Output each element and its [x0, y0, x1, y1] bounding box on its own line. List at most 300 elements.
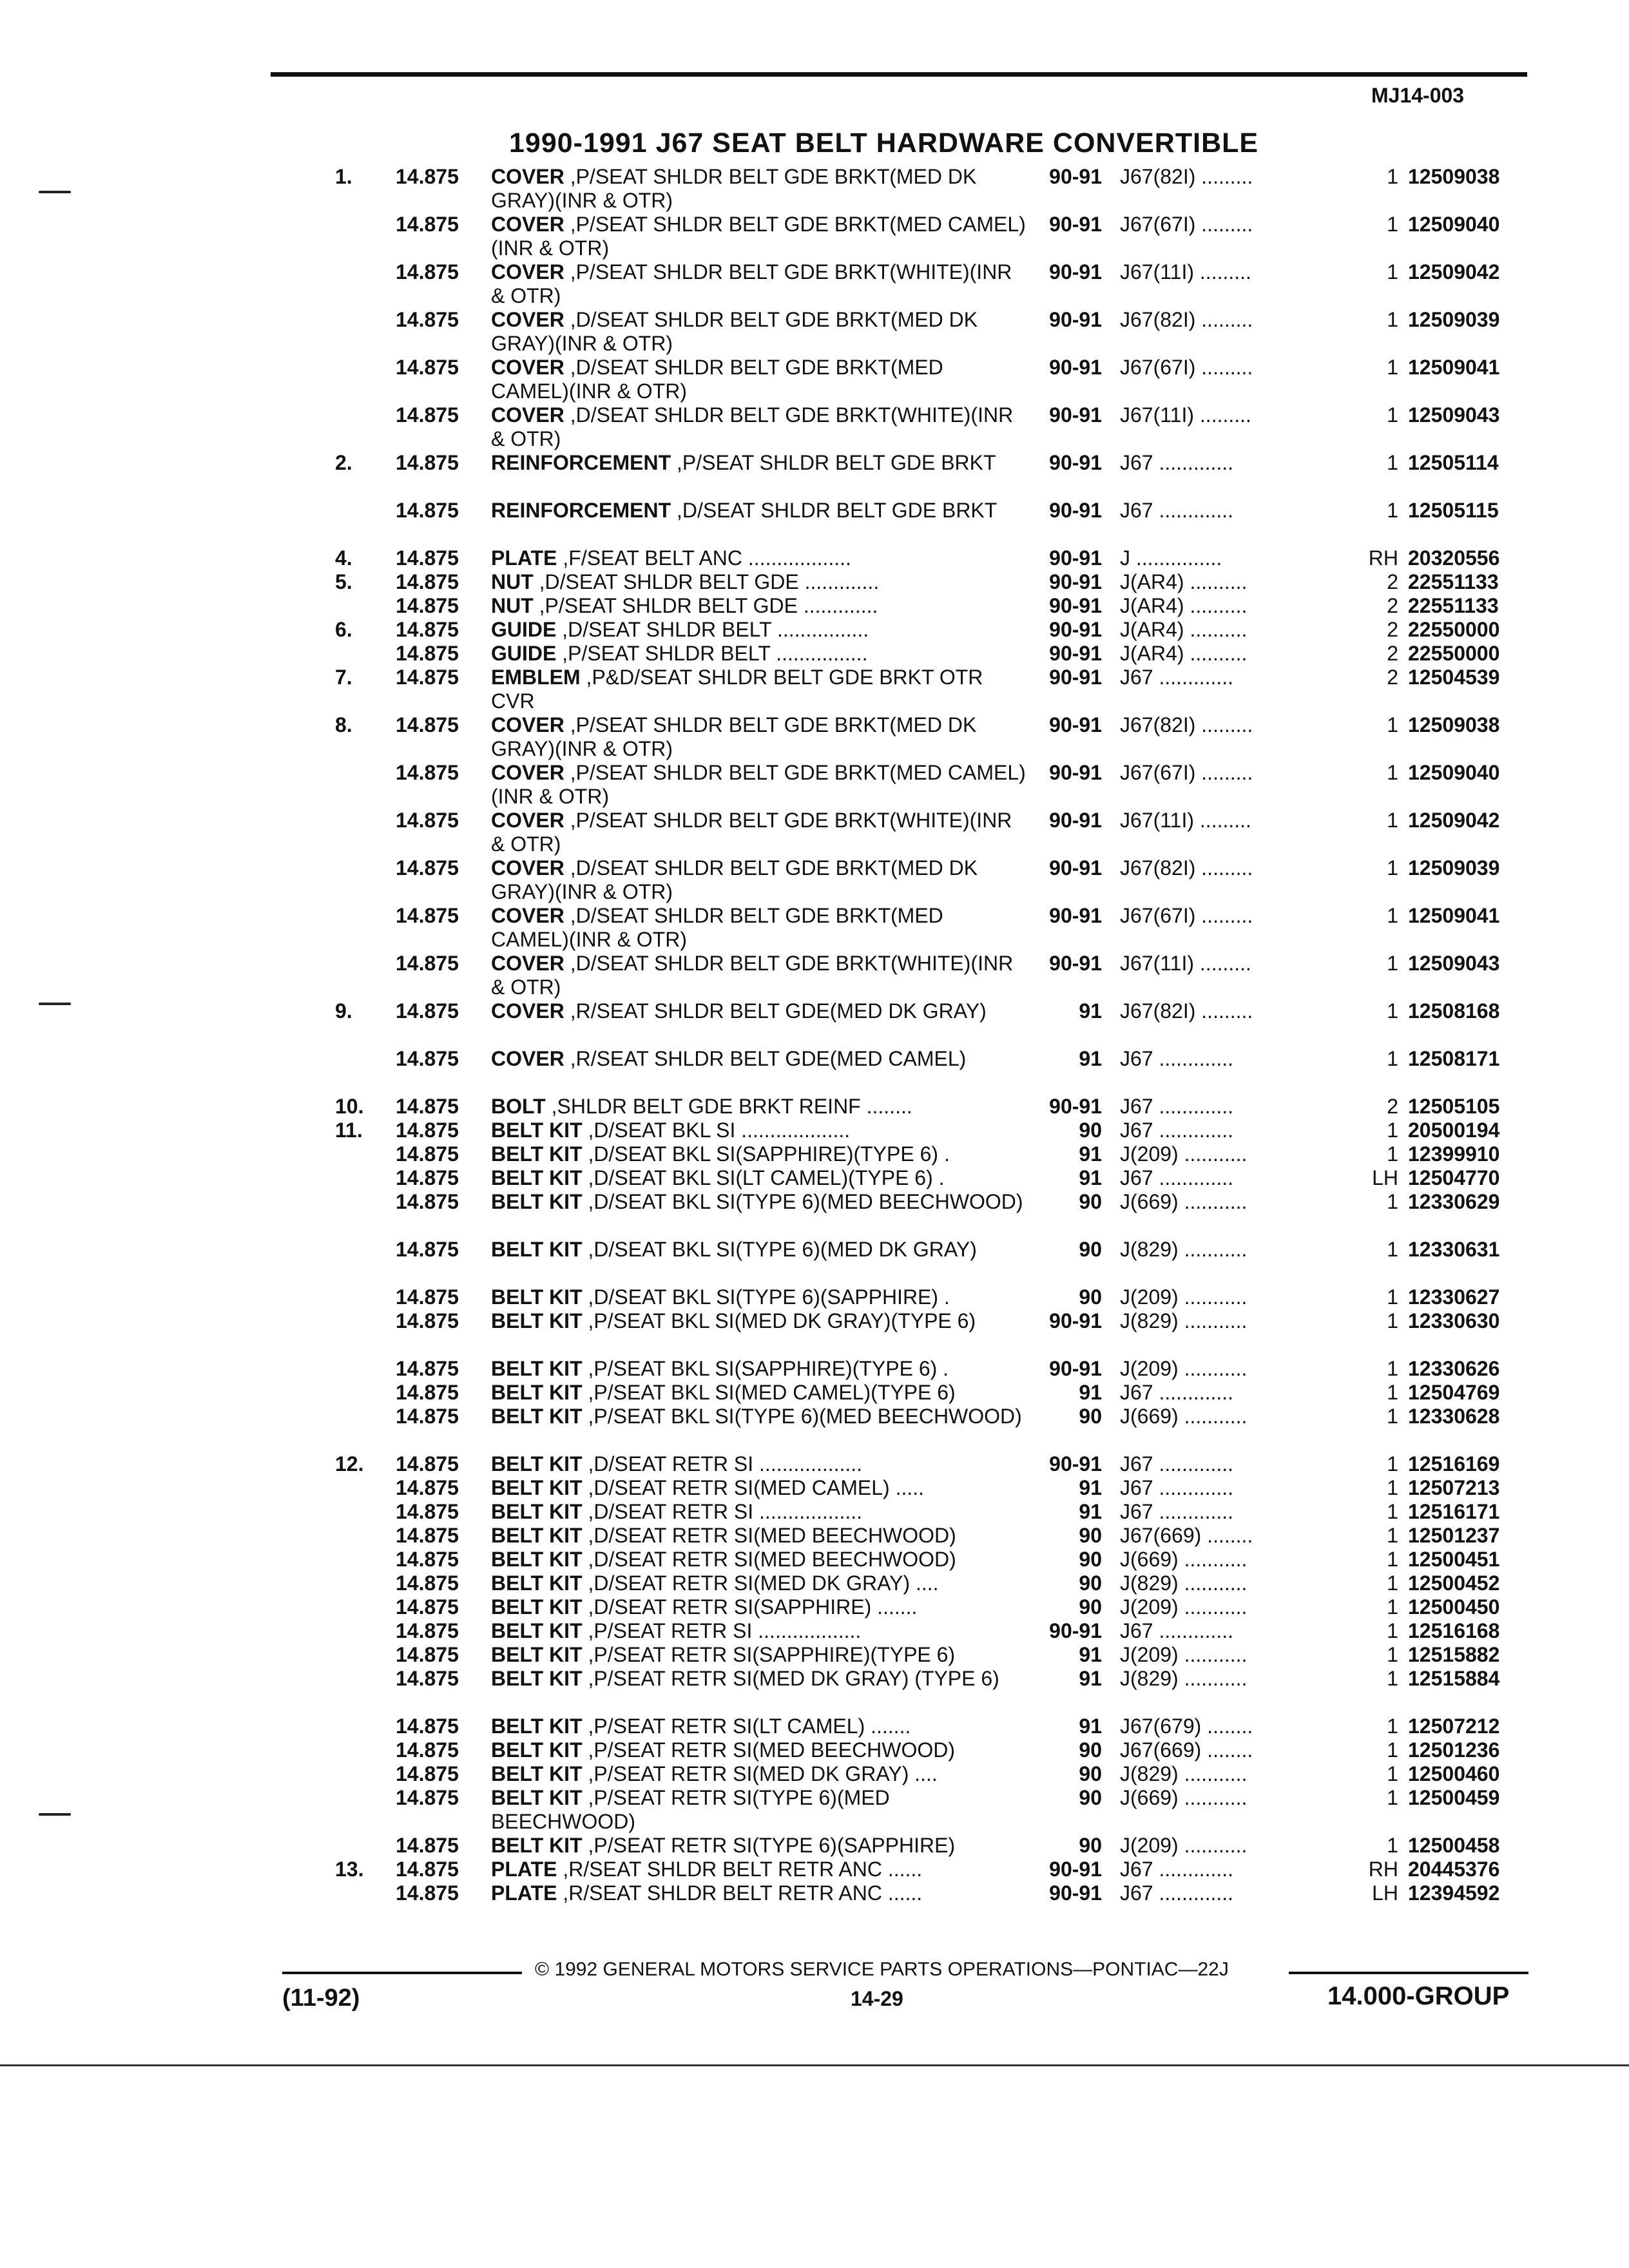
- group-number: 14.875: [396, 1643, 459, 1666]
- description: [491, 1595, 1026, 1619]
- part-description: ,P/SEAT SHLDR BELT ................: [562, 642, 868, 665]
- description: [491, 1500, 1026, 1524]
- quantity: 2: [1387, 1095, 1398, 1118]
- part-name: BOLT: [491, 1095, 546, 1118]
- description: [491, 1834, 1026, 1858]
- description: [491, 499, 1026, 523]
- part-name: COVER: [491, 809, 564, 832]
- part-name: PLATE: [491, 546, 557, 570]
- model-code: J(669) ...........: [1120, 1405, 1248, 1428]
- quantity: 1: [1387, 1762, 1398, 1785]
- model-code: J67 .............: [1120, 1500, 1234, 1523]
- part-name: BELT KIT: [491, 1762, 583, 1785]
- description: [491, 1476, 1026, 1500]
- part-description: ,R/SEAT SHLDR BELT RETR ANC ......: [563, 1881, 923, 1905]
- model-code: J67(67I) .........: [1120, 904, 1253, 927]
- model-years: 90-91: [1049, 570, 1102, 593]
- description: [491, 904, 1026, 952]
- group-number: 14.875: [396, 1595, 459, 1619]
- group-number: 14.875: [396, 1858, 459, 1881]
- part-description: ,D/SEAT SHLDR BELT GDE BRKT(MED DK GRAY)(INR & OTR): [491, 308, 978, 355]
- part-name: BELT KIT: [491, 1571, 583, 1595]
- model-code: J67(67I) .........: [1120, 356, 1253, 379]
- group-number: 14.875: [396, 1119, 459, 1142]
- model-code: J67(82I) .........: [1120, 165, 1253, 188]
- model-code: J67 .............: [1120, 1619, 1234, 1642]
- description: [491, 1715, 1026, 1738]
- description: [491, 1452, 1026, 1476]
- part-description: ,P/SEAT RETR SI(MED DK GRAY) ....: [588, 1762, 938, 1785]
- model-code: J(209) ...........: [1120, 1595, 1248, 1619]
- part-number: 12509039: [1408, 308, 1500, 331]
- model-code: J67(67I) .........: [1120, 213, 1253, 236]
- part-name: COVER: [491, 761, 564, 784]
- model-years: 90-91: [1049, 308, 1102, 331]
- group-number: 14.875: [396, 1166, 459, 1189]
- quantity: 1: [1387, 952, 1398, 975]
- description: [491, 1190, 1026, 1214]
- model-years: 91: [1079, 1667, 1102, 1690]
- part-name: EMBLEM: [491, 666, 581, 689]
- model-years: 90-91: [1049, 213, 1102, 236]
- model-code: J67 .............: [1120, 451, 1234, 474]
- part-number: 12509039: [1408, 856, 1500, 879]
- part-name: COVER: [491, 999, 564, 1023]
- ref-number: 10.: [335, 1095, 364, 1118]
- part-description: ,D/SEAT RETR SI ..................: [588, 1452, 863, 1475]
- part-number: 12330628: [1408, 1405, 1500, 1428]
- part-description: ,P/SEAT BKL SI(MED CAMEL)(TYPE 6): [588, 1381, 956, 1404]
- description: [491, 1619, 1026, 1643]
- model-years: 90-91: [1049, 1881, 1102, 1905]
- ref-number: 12.: [335, 1452, 364, 1475]
- description: [491, 403, 1026, 451]
- part-name: COVER: [491, 952, 564, 975]
- part-description: ,P/SEAT RETR SI(LT CAMEL) .......: [588, 1715, 911, 1738]
- quantity: 1: [1387, 1738, 1398, 1762]
- quantity: 1: [1387, 1834, 1398, 1857]
- part-name: BELT KIT: [491, 1452, 583, 1475]
- ref-number: 11.: [335, 1119, 363, 1142]
- punch-mark: [39, 1003, 71, 1005]
- model-code: J(669) ...........: [1120, 1548, 1248, 1571]
- model-code: J67(82I) .........: [1120, 999, 1253, 1023]
- model-years: 90: [1079, 1762, 1102, 1785]
- description: [491, 594, 1026, 618]
- part-number: 12500460: [1408, 1762, 1500, 1785]
- part-description: ,D/SEAT BKL SI(SAPPHIRE)(TYPE 6) .: [588, 1142, 950, 1166]
- quantity: 1: [1387, 1524, 1398, 1547]
- part-number: 12505115: [1408, 499, 1499, 522]
- quantity: 2: [1387, 642, 1398, 665]
- model-years: 90-91: [1049, 618, 1102, 641]
- group-number: 14.875: [396, 952, 459, 975]
- quantity: 1: [1387, 308, 1398, 331]
- model-code: J(AR4) ..........: [1120, 594, 1248, 617]
- part-name: BELT KIT: [491, 1738, 583, 1762]
- quantity: RH: [1368, 546, 1398, 570]
- part-name: BELT KIT: [491, 1595, 583, 1619]
- description: [491, 546, 1026, 570]
- model-code: J67(669) ........: [1120, 1524, 1253, 1547]
- description: [491, 1238, 1026, 1262]
- description: [491, 1786, 1026, 1834]
- model-years: 90: [1079, 1834, 1102, 1857]
- part-description: ,P/SEAT BKL SI(TYPE 6)(MED BEECHWOOD): [588, 1405, 1022, 1428]
- part-number: 12500458: [1408, 1834, 1500, 1857]
- group-number: 14.875: [396, 1619, 459, 1642]
- part-name: BELT KIT: [491, 1715, 583, 1738]
- group-number: 14.875: [396, 1309, 459, 1332]
- model-code: J67 .............: [1120, 499, 1234, 522]
- ref-number: 5.: [335, 570, 352, 593]
- description: [491, 1381, 1026, 1405]
- description: [491, 356, 1026, 403]
- part-description: ,R/SEAT SHLDR BELT RETR ANC ......: [563, 1858, 923, 1881]
- group-number: 14.875: [396, 1190, 459, 1213]
- model-years: 90: [1079, 1238, 1102, 1261]
- part-number: 12330631: [1408, 1238, 1500, 1261]
- group-number: 14.875: [396, 356, 459, 379]
- part-name: BELT KIT: [491, 1524, 583, 1547]
- model-code: J(669) ...........: [1120, 1190, 1248, 1213]
- part-name: GUIDE: [491, 618, 557, 641]
- model-years: 90: [1079, 1119, 1102, 1142]
- group-number: 14.875: [396, 1548, 459, 1571]
- punch-mark: [39, 191, 71, 193]
- part-number: 12509043: [1408, 403, 1500, 427]
- part-description: ,P&D/SEAT SHLDR BELT GDE BRKT OTR CVR: [491, 666, 983, 713]
- model-years: 90-91: [1049, 260, 1102, 284]
- part-name: BELT KIT: [491, 1381, 583, 1404]
- group-number: 14.875: [396, 213, 459, 236]
- quantity: 1: [1387, 356, 1398, 379]
- part-description: ,D/SEAT BKL SI(TYPE 6)(SAPPHIRE) .: [588, 1285, 950, 1309]
- part-number: 12500452: [1408, 1571, 1500, 1595]
- footer-group: 14.000-GROUP: [1327, 1982, 1510, 2010]
- part-name: PLATE: [491, 1881, 557, 1905]
- quantity: 1: [1387, 1476, 1398, 1499]
- part-number: 22550000: [1408, 618, 1500, 641]
- model-years: 90-91: [1049, 403, 1102, 427]
- model-years: 90: [1079, 1405, 1102, 1428]
- model-code: J(829) ...........: [1120, 1309, 1248, 1332]
- description: [491, 666, 1026, 713]
- description: [491, 1142, 1026, 1166]
- part-description: ,R/SEAT SHLDR BELT GDE(MED CAMEL): [570, 1047, 967, 1070]
- quantity: 2: [1387, 618, 1398, 641]
- part-number: 12501236: [1408, 1738, 1500, 1762]
- group-number: 14.875: [396, 1476, 459, 1499]
- quantity: 1: [1387, 1595, 1398, 1619]
- model-code: J67 .............: [1120, 1095, 1234, 1118]
- description: [491, 1047, 1026, 1071]
- part-name: BELT KIT: [491, 1166, 583, 1189]
- model-years: 90-91: [1049, 1309, 1102, 1332]
- part-number: 12330629: [1408, 1190, 1500, 1213]
- part-description: ,P/SEAT SHLDR BELT GDE BRKT(WHITE)(INR & OTR): [491, 809, 1012, 856]
- part-number: 12505105: [1408, 1095, 1500, 1118]
- model-years: 90: [1079, 1595, 1102, 1619]
- quantity: 1: [1387, 1643, 1398, 1666]
- part-number: 12509042: [1408, 809, 1500, 832]
- part-name: BELT KIT: [491, 1834, 583, 1857]
- quantity: 1: [1387, 1381, 1398, 1404]
- part-name: COVER: [491, 1047, 564, 1070]
- quantity: 1: [1387, 1142, 1398, 1166]
- model-code: J(209) ...........: [1120, 1643, 1248, 1666]
- part-name: BELT KIT: [491, 1405, 583, 1428]
- group-number: 14.875: [396, 1786, 459, 1809]
- description: [491, 451, 1026, 475]
- part-name: BELT KIT: [491, 1357, 583, 1380]
- model-code: J(829) ...........: [1120, 1238, 1248, 1261]
- model-code: J67 .............: [1120, 1047, 1234, 1070]
- ref-number: 4.: [335, 546, 352, 570]
- part-description: ,P/SEAT BKL SI(SAPPHIRE)(TYPE 6) .: [588, 1357, 949, 1380]
- model-code: J(829) ...........: [1120, 1667, 1248, 1690]
- group-number: 14.875: [396, 403, 459, 427]
- model-years: 90: [1079, 1548, 1102, 1571]
- model-years: 91: [1079, 1476, 1102, 1499]
- footer-rule-left: [282, 1972, 522, 1974]
- model-code: J(AR4) ..........: [1120, 642, 1248, 665]
- model-code: J67 .............: [1120, 666, 1234, 689]
- ref-number: 7.: [335, 666, 352, 689]
- part-description: ,P/SEAT RETR SI(MED BEECHWOOD): [588, 1738, 956, 1762]
- quantity: 1: [1387, 999, 1398, 1023]
- part-description: ,P/SEAT SHLDR BELT GDE .............: [539, 594, 878, 617]
- part-description: ,P/SEAT RETR SI(MED DK GRAY) (TYPE 6): [588, 1667, 999, 1690]
- description: [491, 761, 1026, 809]
- quantity: 1: [1387, 1405, 1398, 1428]
- model-code: J67(82I) .........: [1120, 713, 1253, 736]
- page-code: MJ14-003: [1371, 84, 1465, 107]
- part-number: 12505114: [1408, 451, 1499, 474]
- part-name: GUIDE: [491, 642, 557, 665]
- quantity: 1: [1387, 403, 1398, 427]
- quantity: 1: [1387, 1715, 1398, 1738]
- group-number: 14.875: [396, 1238, 459, 1261]
- part-number: 22550000: [1408, 642, 1500, 665]
- group-number: 14.875: [396, 1381, 459, 1404]
- model-code: J67 .............: [1120, 1858, 1234, 1881]
- part-name: BELT KIT: [491, 1619, 583, 1642]
- model-years: 90: [1079, 1190, 1102, 1213]
- part-description: ,D/SEAT RETR SI(MED BEECHWOOD): [588, 1548, 956, 1571]
- description: [491, 308, 1026, 356]
- group-number: 14.875: [396, 1667, 459, 1690]
- model-years: 90-91: [1049, 809, 1102, 832]
- group-number: 14.875: [396, 1405, 459, 1428]
- part-number: 22551133: [1408, 570, 1499, 593]
- group-number: 14.875: [396, 570, 459, 593]
- part-number: 12500450: [1408, 1595, 1500, 1619]
- part-name: COVER: [491, 403, 564, 427]
- quantity: 1: [1387, 1667, 1398, 1690]
- part-number: 12507213: [1408, 1476, 1500, 1499]
- part-description: ,D/SEAT SHLDR BELT GDE .............: [539, 570, 880, 593]
- group-number: 14.875: [396, 713, 459, 736]
- group-number: 14.875: [396, 1285, 459, 1309]
- part-description: ,P/SEAT SHLDR BELT GDE BRKT(MED DK GRAY)(INR & OTR): [491, 713, 977, 760]
- model-code: J ...............: [1120, 546, 1222, 570]
- part-number: 12500459: [1408, 1786, 1500, 1809]
- part-name: BELT KIT: [491, 1285, 583, 1309]
- quantity: 2: [1387, 666, 1398, 689]
- description: [491, 570, 1026, 594]
- group-number: 14.875: [396, 999, 459, 1023]
- quantity: 1: [1387, 1357, 1398, 1380]
- description: [491, 618, 1026, 642]
- description: [491, 1548, 1026, 1571]
- model-code: J67 .............: [1120, 1166, 1234, 1189]
- quantity: 1: [1387, 1452, 1398, 1475]
- group-number: 14.875: [396, 761, 459, 784]
- part-description: ,D/SEAT RETR SI(MED BEECHWOOD): [588, 1524, 956, 1547]
- part-name: BELT KIT: [491, 1309, 583, 1332]
- model-code: J67(82I) .........: [1120, 308, 1253, 331]
- description: [491, 856, 1026, 904]
- quantity: 1: [1387, 213, 1398, 236]
- part-name: COVER: [491, 213, 564, 236]
- part-description: ,D/SEAT BKL SI(TYPE 6)(MED BEECHWOOD): [588, 1190, 1023, 1213]
- model-code: J67 .............: [1120, 1119, 1234, 1142]
- description: [491, 1738, 1026, 1762]
- part-description: ,D/SEAT RETR SI(MED CAMEL) .....: [588, 1476, 925, 1499]
- group-number: 14.875: [396, 1881, 459, 1905]
- part-number: 12501237: [1408, 1524, 1500, 1547]
- part-name: NUT: [491, 594, 534, 617]
- quantity: 1: [1387, 1500, 1398, 1523]
- top-rule: [271, 72, 1527, 77]
- part-description: ,P/SEAT SHLDR BELT GDE BRKT: [677, 451, 996, 474]
- part-description: ,P/SEAT SHLDR BELT GDE BRKT(MED CAMEL)(INR & OTR): [491, 761, 1026, 808]
- model-code: J(829) ...........: [1120, 1762, 1248, 1785]
- part-number: 12509040: [1408, 761, 1500, 784]
- punch-mark: [39, 1813, 71, 1816]
- part-number: 12509038: [1408, 713, 1500, 736]
- part-name: BELT KIT: [491, 1238, 583, 1261]
- part-number: 12509040: [1408, 213, 1500, 236]
- part-name: COVER: [491, 904, 564, 927]
- part-number: 12515884: [1408, 1667, 1500, 1690]
- group-number: 14.875: [396, 642, 459, 665]
- part-name: PLATE: [491, 1858, 557, 1881]
- part-number: 12330630: [1408, 1309, 1500, 1332]
- model-years: 90-91: [1049, 761, 1102, 784]
- part-description: ,D/SEAT BKL SI(TYPE 6)(MED DK GRAY): [588, 1238, 977, 1261]
- model-years: 90-91: [1049, 499, 1102, 522]
- model-years: 91: [1079, 1166, 1102, 1189]
- group-number: 14.875: [396, 546, 459, 570]
- quantity: 1: [1387, 1309, 1398, 1332]
- model-years: 90-91: [1049, 1619, 1102, 1642]
- group-number: 14.875: [396, 1095, 459, 1118]
- description: [491, 1643, 1026, 1667]
- page-title: 1990-1991 J67 SEAT BELT HARDWARE CONVERTIBLE: [509, 128, 1259, 159]
- model-years: 90-91: [1049, 904, 1102, 927]
- description: [491, 999, 1026, 1023]
- part-number: 12508168: [1408, 999, 1500, 1023]
- description: [491, 1524, 1026, 1548]
- model-code: J(209) ...........: [1120, 1285, 1248, 1309]
- quantity: 1: [1387, 1047, 1398, 1070]
- model-years: 90-91: [1049, 1357, 1102, 1380]
- part-description: ,D/SEAT RETR SI ..................: [588, 1500, 863, 1523]
- quantity: 1: [1387, 713, 1398, 736]
- part-description: ,D/SEAT SHLDR BELT GDE BRKT: [677, 499, 998, 522]
- model-years: 90-91: [1049, 165, 1102, 188]
- part-number: 12504539: [1408, 666, 1500, 689]
- ref-number: 6.: [335, 618, 352, 641]
- group-number: 14.875: [396, 165, 459, 188]
- part-description: ,P/SEAT SHLDR BELT GDE BRKT(MED CAMEL)(INR & OTR): [491, 213, 1026, 260]
- part-name: BELT KIT: [491, 1667, 583, 1690]
- part-number: 12509041: [1408, 904, 1500, 927]
- model-years: 90: [1079, 1571, 1102, 1595]
- model-years: 90-91: [1049, 356, 1102, 379]
- model-code: J(209) ...........: [1120, 1142, 1248, 1166]
- quantity: 1: [1387, 1238, 1398, 1261]
- model-years: 91: [1079, 1381, 1102, 1404]
- description: [491, 1405, 1026, 1428]
- part-description: ,R/SEAT SHLDR BELT GDE(MED DK GRAY): [570, 999, 987, 1023]
- quantity: 1: [1387, 1119, 1398, 1142]
- description: [491, 1309, 1026, 1333]
- model-code: J(209) ...........: [1120, 1834, 1248, 1857]
- description: [491, 952, 1026, 999]
- group-number: 14.875: [396, 1524, 459, 1547]
- part-description: ,D/SEAT SHLDR BELT ................: [562, 618, 869, 641]
- part-description: ,P/SEAT RETR SI(TYPE 6)(SAPPHIRE): [588, 1834, 956, 1857]
- model-code: J67(679) ........: [1120, 1715, 1253, 1738]
- group-number: 14.875: [396, 1452, 459, 1475]
- part-number: 12330627: [1408, 1285, 1500, 1309]
- quantity: 1: [1387, 1571, 1398, 1595]
- group-number: 14.875: [396, 1571, 459, 1595]
- model-code: J67(11I) .........: [1120, 952, 1251, 975]
- model-code: J67(11I) .........: [1120, 403, 1251, 427]
- model-years: 90-91: [1049, 1858, 1102, 1881]
- part-name: BELT KIT: [491, 1142, 583, 1166]
- model-code: J67 .............: [1120, 1381, 1234, 1404]
- group-number: 14.875: [396, 499, 459, 522]
- part-name: NUT: [491, 570, 534, 593]
- quantity: LH: [1372, 1166, 1398, 1189]
- ref-number: 13.: [335, 1858, 364, 1881]
- group-number: 14.875: [396, 1357, 459, 1380]
- part-number: 12394592: [1408, 1881, 1500, 1905]
- part-number: 12516169: [1408, 1452, 1500, 1475]
- model-code: J67(82I) .........: [1120, 856, 1253, 879]
- model-code: J67(669) ........: [1120, 1738, 1253, 1762]
- quantity: 1: [1387, 1548, 1398, 1571]
- description: [491, 1762, 1026, 1786]
- model-years: 90-91: [1049, 856, 1102, 879]
- quantity: 1: [1387, 1190, 1398, 1213]
- part-description: ,P/SEAT RETR SI ..................: [588, 1619, 862, 1642]
- part-description: ,SHLDR BELT GDE BRKT REINF ........: [551, 1095, 912, 1118]
- part-description: ,D/SEAT RETR SI(SAPPHIRE) .......: [588, 1595, 918, 1619]
- group-number: 14.875: [396, 1142, 459, 1166]
- part-description: ,P/SEAT SHLDR BELT GDE BRKT(MED DK GRAY)(INR & OTR): [491, 165, 977, 212]
- part-description: ,D/SEAT SHLDR BELT GDE BRKT(WHITE)(INR & OTR): [491, 403, 1014, 450]
- group-number: 14.875: [396, 1047, 459, 1070]
- part-name: COVER: [491, 165, 564, 188]
- model-years: 90: [1079, 1786, 1102, 1809]
- group-number: 14.875: [396, 856, 459, 879]
